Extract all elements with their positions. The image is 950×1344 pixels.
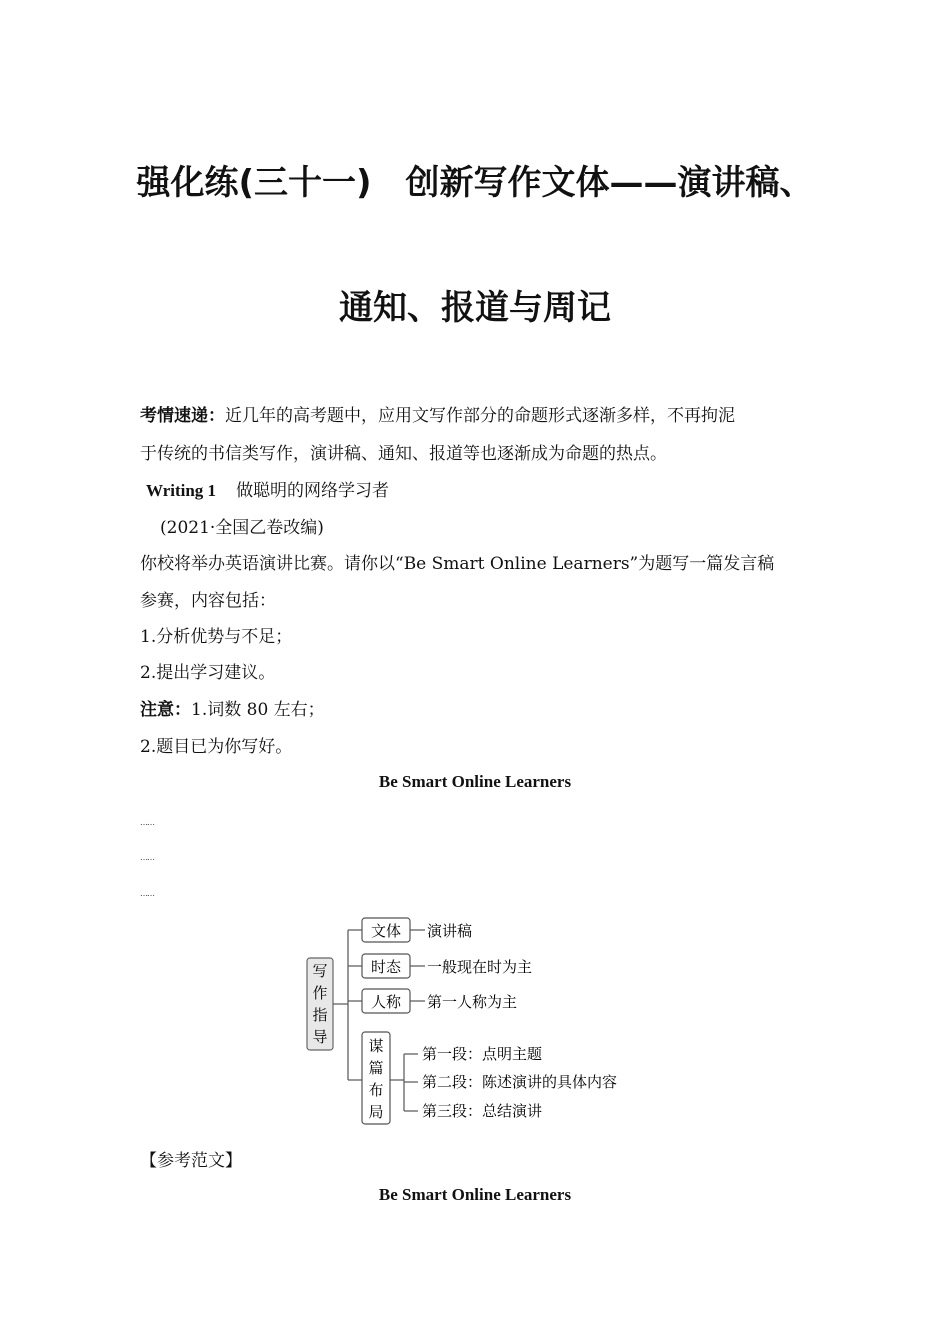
reference-label: 【参考范文】 [140, 1151, 242, 1171]
writing-point-1: 1.分析优势与不足； [140, 627, 293, 647]
branch-value-3: 第一人称为主 [427, 993, 518, 1011]
writing-label: Writing 1 [146, 481, 217, 500]
intro-line-1 [140, 405, 735, 427]
blank-line-2: …… [140, 853, 154, 862]
blank-line-1: …… [140, 818, 154, 827]
note-label: 注意： [140, 700, 191, 720]
writing-note-1 [140, 699, 325, 721]
reference-title: Be Smart Online Learners [378, 1185, 572, 1204]
writing-note-2: 2.题目已为你写好。 [140, 737, 293, 757]
layout-char-2: 篇 [368, 1059, 384, 1077]
writing-point-2: 2.提出学习建议。 [140, 663, 276, 683]
layout-item-2: 第二段：陈述演讲的具体内容 [422, 1073, 618, 1091]
intro-label: 考情速递： [140, 406, 225, 426]
writing-prompt-1: 你校将举办英语演讲比赛。请你以“Be Smart Online Learners”为题写一篇发言稿 [140, 554, 775, 574]
branch-value-1: 演讲稿 [427, 922, 473, 940]
writing-guide-diagram [300, 912, 660, 1130]
layout-char-4: 局 [368, 1103, 384, 1121]
page-title-line-2: 通知、报道与周记 [339, 288, 611, 328]
layout-item-3: 第三段：总结演讲 [422, 1102, 543, 1120]
writing-prompt-2: 参赛，内容包括： [140, 591, 276, 611]
note-1: 1.词数 80 左右； [191, 700, 325, 720]
root-char-3: 指 [312, 1006, 328, 1024]
branch-label-2: 时态 [370, 958, 402, 976]
layout-item-1: 第一段：点明主题 [422, 1045, 543, 1063]
writing-heading [146, 480, 389, 502]
writing-topic: 做聪明的网络学习者 [236, 481, 390, 501]
intro-text-2: 于传统的书信类写作，演讲稿、通知、报道等也逐渐成为命题的热点。 [140, 444, 667, 464]
layout-char-3: 布 [368, 1081, 384, 1099]
intro-text-1: 近几年的高考题中，应用文写作部分的命题形式逐渐多样，不再拘泥 [225, 406, 735, 426]
layout-char-1: 谋 [368, 1037, 384, 1055]
root-char-2: 作 [312, 984, 328, 1002]
branch-value-2: 一般现在时为主 [427, 958, 533, 976]
blank-line-3: …… [140, 889, 154, 898]
writing-source: (2021·全国乙卷改编) [160, 518, 324, 538]
page-title-line-1: 强化练(三十一) 创新写作文体——演讲稿、 [136, 163, 814, 203]
root-char-1: 写 [312, 962, 328, 980]
root-char-4: 导 [312, 1028, 328, 1046]
essay-title: Be Smart Online Learners [378, 772, 572, 791]
branch-label-3: 人称 [370, 993, 402, 1011]
branch-label-1: 文体 [370, 922, 402, 940]
